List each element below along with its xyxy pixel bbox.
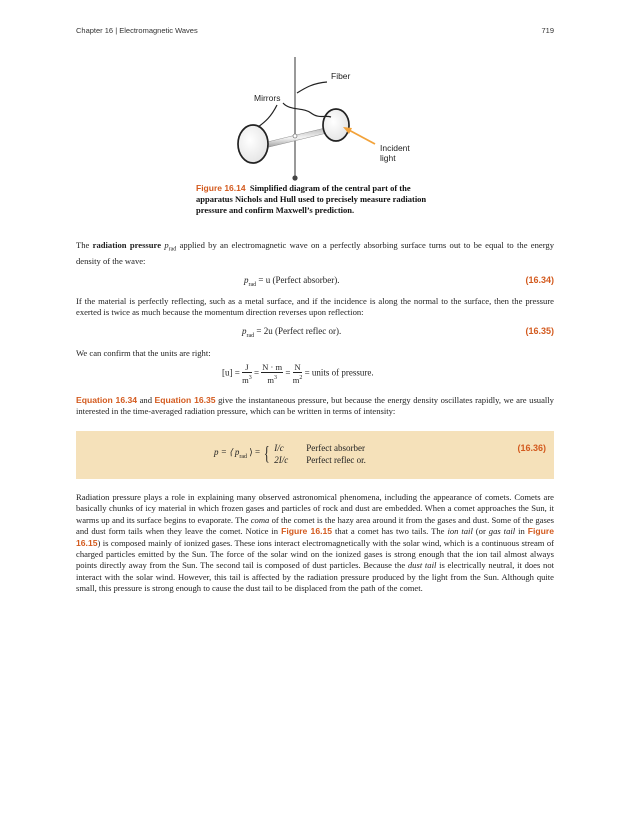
- link-equation-16-35[interactable]: Equation 16.35: [154, 395, 216, 405]
- equation-16-36: [214, 442, 366, 466]
- equation-number-16-34: (16.34): [525, 275, 554, 285]
- term-coma: coma: [250, 514, 270, 525]
- chapter-title: Chapter 16 | Electromagnetic Waves: [76, 26, 198, 35]
- equation-16-35: [242, 326, 341, 339]
- fiber-weight: [292, 175, 297, 180]
- term-dust-tail: dust tail: [407, 560, 437, 571]
- eq3-tail: = units of pressure.: [304, 367, 374, 378]
- f3-exp: 2: [299, 375, 303, 381]
- p5-g: is electrically neutral, it does not interact with the solar wind. However, this tail is affected by the radiation pressure produced by the light from the Sun. Although quite small, this pressure is strong enough to cause the dust tail to be displaced from the path of the comet.: [76, 560, 555, 594]
- f1-exp: 3: [248, 375, 252, 381]
- p5-f: ) is composed mainly of ionized gases. These ions interact electromagnetically with the solar wind, which is a continuous stream of charged particles emitted by the Sun. The force of the solar wind on the ionized gases is strong enough that the ion tail almost always points directly away from the Sun. The second tail is composed of dust particles. Because the: [76, 537, 554, 571]
- f1-top: J: [242, 362, 252, 373]
- fraction-nm-m3: [261, 362, 283, 385]
- eq2-rhs: = 2u (Perfect reflec or).: [254, 326, 342, 336]
- eq4-mid: ⟩ =: [247, 446, 261, 457]
- f2-bot: m: [267, 374, 275, 385]
- link-figure-16-15-b[interactable]: Figure 16.15: [76, 526, 555, 548]
- f1-bot: m: [242, 374, 249, 385]
- p4-and: and: [137, 395, 155, 405]
- case2-value: 2I/c: [274, 455, 289, 465]
- figure-16-14: [225, 55, 415, 185]
- cases: [274, 442, 366, 466]
- p5-d: (or: [472, 526, 489, 537]
- equation-number-16-35: (16.35): [525, 326, 554, 336]
- eq2-lhs: p: [242, 326, 247, 336]
- case1-value: I/c: [274, 443, 284, 453]
- mirrors-pointer-left: [258, 105, 277, 127]
- case2-text: Perfect reflec or.: [306, 455, 366, 465]
- figure-caption: [196, 183, 446, 216]
- term-gas-tail: gas tail: [488, 526, 516, 537]
- incident-light-label: Incident light: [380, 143, 410, 163]
- brace: {: [264, 443, 271, 465]
- rod-hub: [293, 134, 297, 138]
- f2-top: N · m: [262, 362, 283, 372]
- caption-text: Simplified diagram of the central part of the apparatus Nichols and Hull used to precisely measure radiation pressure and confirm Maxwell’s prediction.: [196, 183, 427, 215]
- equation-16-34: [244, 275, 339, 288]
- p5-c: that a comet has two tails. The: [332, 526, 448, 537]
- paragraph-time-averaged: [76, 395, 554, 418]
- eq1-rhs: = u (Perfect absorber).: [256, 275, 340, 285]
- link-equation-16-34[interactable]: Equation 16.34: [76, 395, 138, 405]
- case1-text: Perfect absorber: [306, 443, 365, 453]
- fiber-label: Fiber: [331, 71, 351, 81]
- paragraph-units: We can confirm that the units are right:: [76, 348, 211, 358]
- fraction-n-m2: [293, 362, 303, 385]
- f2-exp: 3: [274, 375, 278, 381]
- f3-bot: m: [292, 374, 300, 385]
- eq1-sub: rad: [248, 281, 257, 288]
- term-ion-tail: ion tail: [447, 526, 473, 537]
- eq4-lhs: p = ⟨ p: [214, 446, 240, 457]
- p4-rest: give the instantaneous pressure, but because the energy density oscillates rapidly, we are usually interested in the time-averaged radiation pressure, which can be written in terms of intensity:: [76, 395, 554, 417]
- equation-units: [u] = $\frac{J}{m^3}$ = $\frac{N \cdot m}{m^3}$ = $\frac{N}{m^2}$ = units of pressure.: [222, 362, 374, 385]
- paragraph-reflecting: If the material is perfectly reflecting, such as a metal surface, and if the incidence is along the normal to the surface, then the pressure exerted is twice as much because the momentum direction reverses upon reflection:: [76, 296, 554, 318]
- eq4-sub: rad: [239, 453, 248, 460]
- equation-number-16-36: (16.36): [517, 443, 546, 453]
- f3-top: N: [294, 362, 301, 372]
- fiber-pointer: [297, 82, 327, 93]
- p5-e: in: [515, 526, 528, 537]
- page-header: [76, 26, 554, 38]
- link-figure-16-15-a[interactable]: Figure 16.15: [281, 526, 333, 537]
- apparatus-diagram: [225, 55, 415, 185]
- paragraph-radiation-pressure: The radiation pressure $p_{rad}$ applied by an electromagnetic wave on a perfectly absorbing surface turns out to be equal to the energy density of the wave:: [76, 240, 555, 267]
- p5-b: of the comet is the hazy area around it from the gases and dust. Some of the gases and dust form tails when they leave the comet. Notice in: [76, 514, 554, 537]
- mirrors-pointer: [283, 103, 331, 117]
- p5-a: Radiation pressure plays a role in explaining many observed astronomical phenomena, including the appearance of comets. Comets are basically chunks of icy material in which frozen gases and particles of rock and dust are embedded. When a comet approaches the Sun, it warms up and its surface begins to evaporate. The: [76, 492, 554, 525]
- term-radiation-pressure: radiation pressure: [92, 240, 162, 250]
- caption-number: Figure 16.14: [196, 183, 246, 193]
- incident-arrow-line: [347, 129, 375, 144]
- eq2-sub: rad: [246, 332, 255, 339]
- right-mirror: [323, 109, 349, 141]
- mirrors-label: Mirrors: [254, 93, 281, 103]
- paragraph-comets: [76, 492, 554, 595]
- page-number: 719: [541, 26, 554, 35]
- p1-text-b: applied by an electromagnetic wave on a perfectly absorbing surface turns out to be equal to the energy density of the wave:: [76, 240, 555, 267]
- eq1-lhs: p: [244, 275, 249, 285]
- eq3-lhs: [u] =: [222, 367, 243, 378]
- left-mirror: [238, 125, 268, 163]
- p1-text-a: The: [76, 240, 93, 250]
- fraction-j-m3: [242, 362, 252, 385]
